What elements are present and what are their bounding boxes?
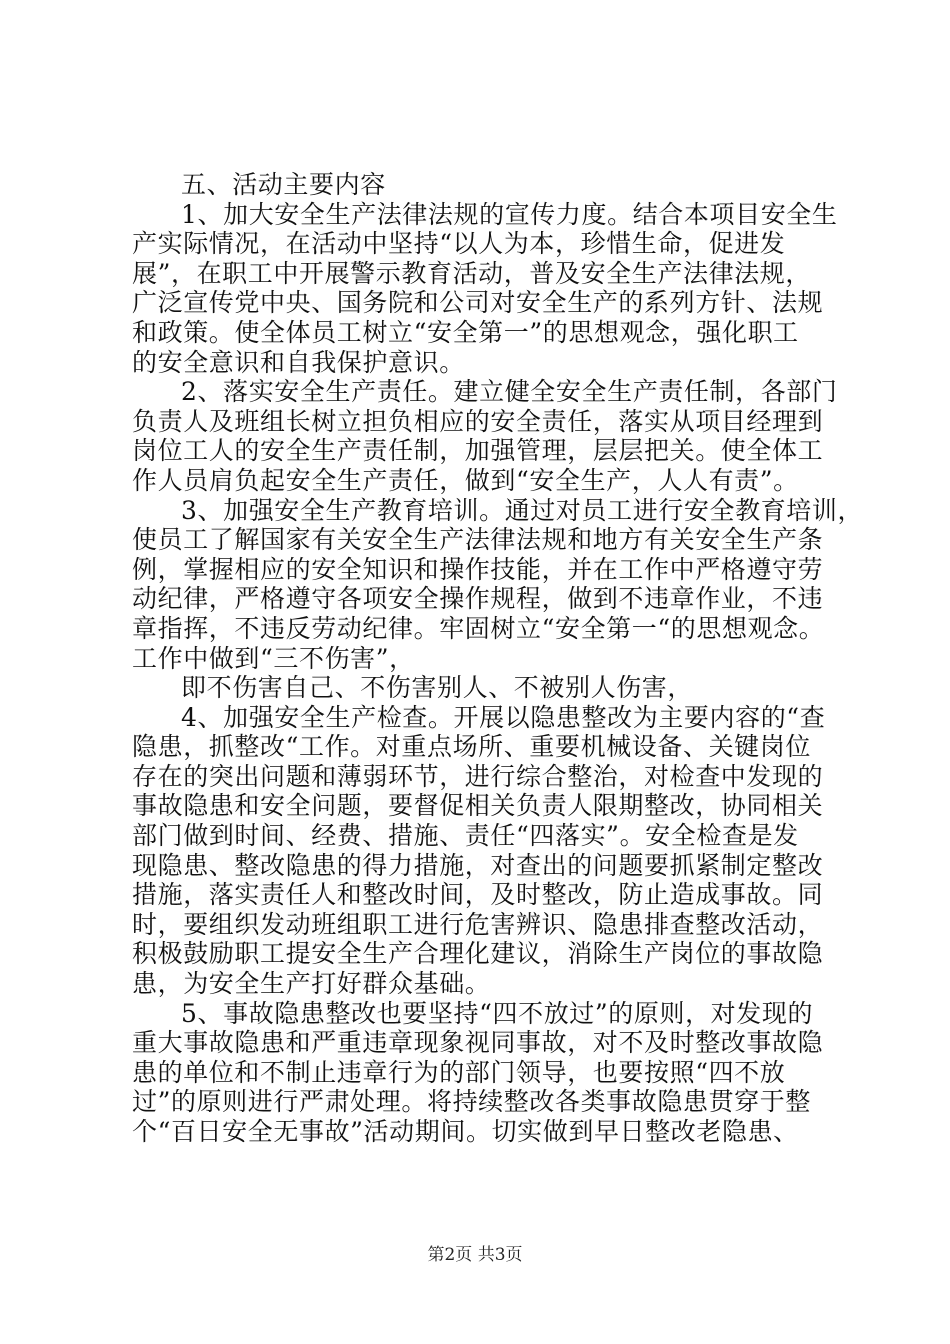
paragraph-line: 产实际情况，在活动中坚持“以人为本，珍惜生命，促进发	[132, 229, 786, 259]
paragraph-line: 的安全意识和自我保护意识。	[132, 347, 465, 377]
paragraph-line: 作人员肩负起安全生产责任，做到“安全生产，人人有责”。	[132, 465, 799, 495]
section-heading: 五、活动主要内容	[181, 170, 386, 199]
paragraph-line: 部门做到时间、经费、措施、责任“四落实”。安全检查是发	[132, 821, 799, 851]
paragraph-line: 存在的突出问题和薄弱环节，进行综合整治，对检查中发现的	[132, 761, 824, 791]
paragraph-line: 5、事故隐患整改也要坚持“四不放过”的原则，对发现的	[181, 998, 814, 1028]
paragraph-line: 1、加大安全生产法律法规的宣传力度。结合本项目安全生	[181, 199, 838, 229]
paragraph-line: 事故隐患和安全问题，要督促相关负责人限期整改，协同相关	[132, 791, 824, 821]
paragraph-line: 过”的原则进行严肃处理。将持续整改各类事故隐患贯穿于整	[132, 1087, 811, 1117]
paragraph-line: 重大事故隐患和严重违章现象视同事故，对不及时整改事故隐	[132, 1028, 824, 1058]
paragraph-line: 动纪律，严格遵守各项安全操作规程，做到不违章作业，不违	[132, 584, 824, 614]
paragraph-line: 章指挥，不违反劳动纪律。牢固树立“安全第一“的思想观念。	[132, 613, 825, 643]
paragraph-line: 和政策。使全体员工树立“安全第一”的思想观念，强化职工	[132, 317, 799, 347]
paragraph-line: 隐患，抓整改“工作。对重点场所、重要机械设备、关键岗位	[132, 732, 811, 762]
paragraph-line: 患的单位和不制止违章行为的部门领导，也要按照“四不放	[132, 1057, 786, 1087]
paragraph-line: 工作中做到“三不伤害”，	[132, 643, 415, 673]
paragraph-line: 例，掌握相应的安全知识和操作技能，并在工作中严格遵守劳	[132, 554, 824, 584]
paragraph-line: 时，要组织发动班组职工进行危害辨识、隐患排查整改活动，	[132, 909, 824, 939]
paragraph-line: 负责人及班组长树立担负相应的安全责任，落实从项目经理到	[132, 406, 824, 436]
paragraph-line: 患，为安全生产打好群众基础。	[132, 969, 491, 999]
paragraph-line: 展”，在职工中开展警示教育活动，普及安全生产法律法规，	[132, 258, 811, 288]
paragraph-line: 2、落实安全生产责任。建立健全安全生产责任制，各部门	[181, 377, 838, 407]
paragraph-line: 3、加强安全生产教育培训。通过对员工进行安全教育培训，	[181, 495, 864, 525]
page-number-footer: 第2页 共3页	[427, 1245, 523, 1265]
paragraph-line: 个“百日安全无事故”活动期间。切实做到早日整改老隐患、	[132, 1117, 799, 1146]
paragraph-line: 使员工了解国家有关安全生产法律法规和地方有关安全生产条	[132, 525, 824, 555]
paragraph-line: 即不伤害自己、不伤害别人、不被别人伤害，	[181, 673, 694, 703]
paragraph-line: 4、加强安全生产检查。开展以隐患整改为主要内容的“查	[181, 702, 826, 732]
paragraph-line: 广泛宣传党中央、国务院和公司对安全生产的系列方针、法规	[132, 288, 824, 318]
paragraph-line: 积极鼓励职工提安全生产合理化建议，消除生产岗位的事故隐	[132, 939, 824, 969]
paragraph-line: 现隐患、整改隐患的得力措施，对查出的问题要抓紧制定整改	[132, 850, 824, 880]
paragraph-line: 岗位工人的安全生产责任制，加强管理，层层把关。使全体工	[132, 436, 824, 466]
document-body	[132, 170, 864, 1147]
paragraph-line: 措施，落实责任人和整改时间，及时整改，防止造成事故。同	[132, 880, 824, 910]
